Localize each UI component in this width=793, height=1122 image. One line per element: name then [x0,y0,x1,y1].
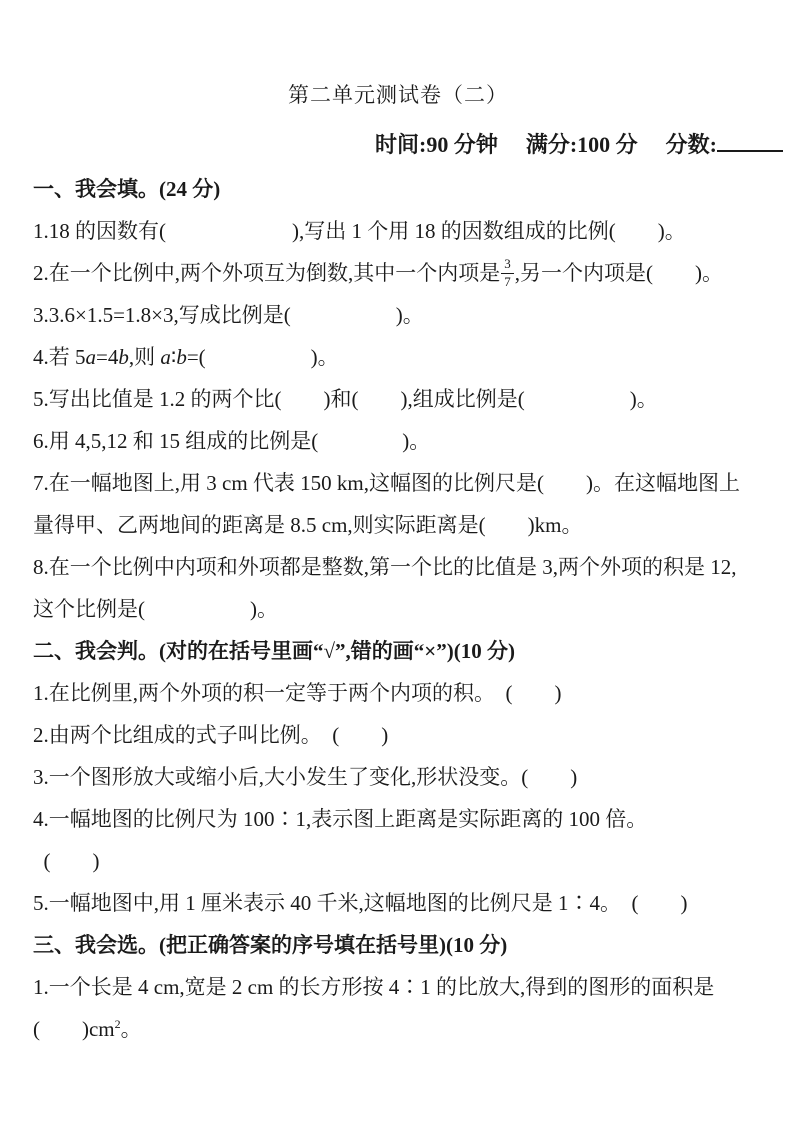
question-line [33,840,763,882]
paper-title: 第二单元测试卷（二） [288,83,508,107]
text-run: ,则 [128,345,161,369]
text-run: ,另一个内项是( )。 [514,261,723,285]
text-run: ( ) [33,849,100,873]
text-run: 5.写出比值是 1.2 的两个比( )和( ),组成比例是( )。 [33,387,658,411]
question-line [33,378,763,420]
text-run: 1.在比例里,两个外项的积一定等于两个内项的积。 ( ) [33,681,562,705]
question-line [33,588,763,630]
superscript: 2 [114,1017,121,1031]
text-run: 一、我会填。(24 分) [33,177,221,201]
fraction-numerator: 3 [501,257,514,273]
question-line [33,882,763,924]
text-run: 3.3.6×1.5=1.8×3,写成比例是( )。 [33,303,424,327]
text-run: 4.若 5 [33,345,86,369]
question-line [33,966,763,1008]
section-heading [33,924,763,966]
question-line [33,756,763,798]
full-score-label: 满分:100 分 [525,132,638,157]
fraction [501,257,514,289]
score-blank-line [717,128,783,152]
variable: b [118,345,129,369]
variable: a [85,345,96,369]
text-run: =( )。 [186,345,339,369]
question-line [33,798,763,840]
text-run: 三、我会选。(把正确答案的序号填在括号里)(10 分) [33,933,508,957]
text-run: 6.用 4,5,12 和 15 组成的比例是( )。 [33,429,431,453]
text-run: =4 [96,345,119,369]
question-line [33,210,763,252]
score-label: 分数: [665,132,717,157]
fraction-denominator: 7 [504,273,511,289]
text-run: 5.一幅地图中,用 1 厘米表示 40 千米,这幅地图的比例尺是 1∶4。 ( ) [33,891,688,915]
time-label: 时间:90 分钟 [375,132,498,157]
question-line [33,714,763,756]
question-line [33,336,763,378]
question-line [33,546,763,588]
question-line [33,504,763,546]
paper-meta [33,128,783,160]
question-line [33,1008,763,1050]
text-run: 8.在一个比例中内项和外项都是整数,第一个比的比值是 3,两个外项的积是 12, [33,555,737,579]
text-run: 2.在一个比例中,两个外项互为倒数,其中一个内项是 [33,261,501,285]
text-run: 3.一个图形放大或缩小后,大小发生了变化,形状没变。( ) [33,765,578,789]
text-run: 。 [120,1017,142,1041]
text-run: 4.一幅地图的比例尺为 100∶1,表示图上距离是实际距离的 100 倍。 [33,807,648,831]
text-run: 量得甲、乙两地间的距离是 8.5 cm,则实际距离是( )km。 [33,513,583,537]
question-line [33,420,763,462]
section-heading [33,168,763,210]
text-run: 1.一个长是 4 cm,宽是 2 cm 的长方形按 4∶1 的比放大,得到的图形的面积是 [33,975,715,999]
variable: b [176,345,187,369]
section-heading [33,630,763,672]
text-run: 二、我会判。(对的在括号里画“√”,错的画“×”)(10 分) [33,639,515,663]
text-run: ( )cm [33,1017,115,1041]
question-line [33,462,763,504]
paper-body [33,168,763,1050]
text-run: 1.18 的因数有( ),写出 1 个用 18 的因数组成的比例( )。 [33,219,686,243]
question-line [33,672,763,714]
text-run: 7.在一幅地图上,用 3 cm 代表 150 km,这幅图的比例尺是( )。在这幅地图上 [33,471,740,495]
variable: a [160,345,171,369]
question-line [33,294,763,336]
text-run: 2.由两个比组成的式子叫比例。 ( ) [33,723,389,747]
question-line [33,252,763,294]
text-run: 这个比例是( )。 [33,597,278,621]
text-run: ∶ [170,345,177,369]
